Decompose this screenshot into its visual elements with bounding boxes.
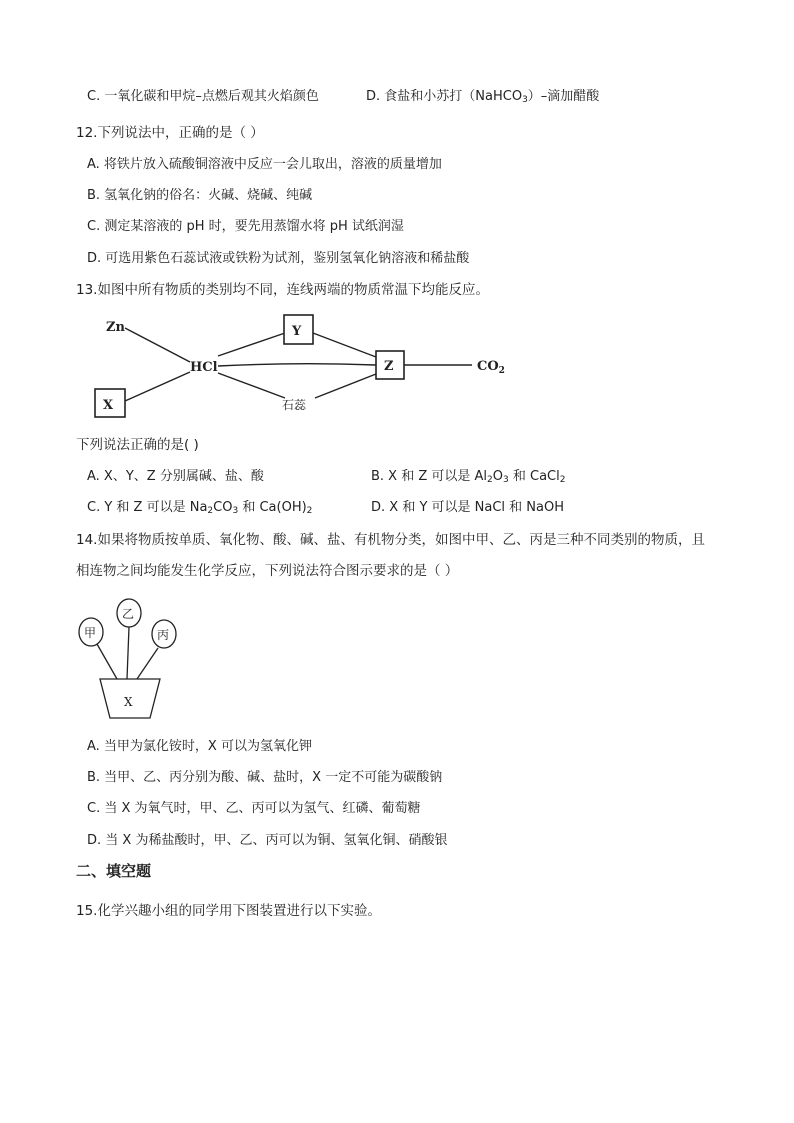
q13-option-b: B. X 和 Z 可以是 $Al_2O_3$ 和 CaCl$_2$ [371, 469, 566, 485]
q13-co2-label: $CO_2$ [477, 359, 505, 376]
q14-stem-line1: 14.如果将物质按单质、氧化物、酸、碱、盐、有机物分类，如图中甲、乙、丙是三种不同类别的物质，且 [76, 532, 705, 548]
q13-option-d: D. X 和 Y 可以是 NaCl 和 NaOH [371, 500, 564, 515]
q13-y-label: Y [292, 324, 302, 339]
q13-diagram [95, 315, 505, 417]
q13-stem: 13.如图中所有物质的类别均不同，连线两端的物质常温下均能反应。 [76, 282, 489, 298]
q13-hcl-label: HCl [190, 360, 218, 375]
q13-litmus-label: 石蕊 [282, 398, 307, 412]
q14-yi-label: 乙 [122, 607, 135, 621]
q13-z-label: Z [384, 359, 394, 374]
q12-option-b: B. 氢氧化钠的俗名：火碱、烧碱、纯碱 [87, 188, 313, 203]
q15-stem: 15.化学兴趣小组的同学用下图装置进行以下实验。 [76, 903, 381, 919]
q14-option-a: A. 当甲为氯化铵时，X 可以为氢氧化钾 [87, 739, 312, 754]
q13-option-a: A. X、Y、Z 分别属碱、盐、酸 [87, 469, 264, 484]
q13-prompt: 下列说法正确的是( ) [76, 437, 199, 453]
q12-option-d: D. 可选用紫色石蕊试液或铁粉为试剂，鉴别氢氧化钠溶液和稀盐酸 [87, 251, 470, 266]
q13-option-c: C. Y 和 Z 可以是 $Na_2CO_3$ 和 $Ca(OH)_2$ [87, 500, 313, 516]
q14-bing-label: 丙 [157, 628, 170, 642]
q14-diagram [79, 599, 176, 718]
q14-x-label: X [124, 695, 133, 709]
q14-option-b: B. 当甲、乙、丙分别为酸、碱、盐时，X 一定不可能为碳酸钠 [87, 770, 443, 785]
q14-stem-line2: 相连物之间均能发生化学反应，下列说法符合图示要求的是（ ） [76, 563, 459, 579]
q11-option-d: D. 食盐和小苏打（NaHCO$_3$）–滴加醋酸 [366, 89, 600, 105]
q13-x-label: X [103, 398, 114, 413]
q14-option-d: D. 当 X 为稀盐酸时，甲、乙、丙可以为铜、氢氧化铜、硝酸银 [87, 833, 448, 848]
q12-option-c: C. 测定某溶液的 pH 时，要先用蒸馏水将 pH 试纸润湿 [87, 219, 404, 234]
q11-option-c: C. 一氧化碳和甲烷–点燃后观其火焰颜色 [87, 89, 319, 104]
q12-option-a: A. 将铁片放入硫酸铜溶液中反应一会儿取出，溶液的质量增加 [87, 157, 442, 172]
section-heading: 二、填空题 [76, 862, 152, 880]
q14-jia-label: 甲 [84, 626, 97, 640]
q14-option-c: C. 当 X 为氧气时，甲、乙、丙可以为氢气、红磷、葡萄糖 [87, 801, 421, 816]
q12-stem: 12.下列说法中，正确的是（ ） [76, 125, 264, 141]
q13-zn-label: Zn [106, 320, 125, 335]
